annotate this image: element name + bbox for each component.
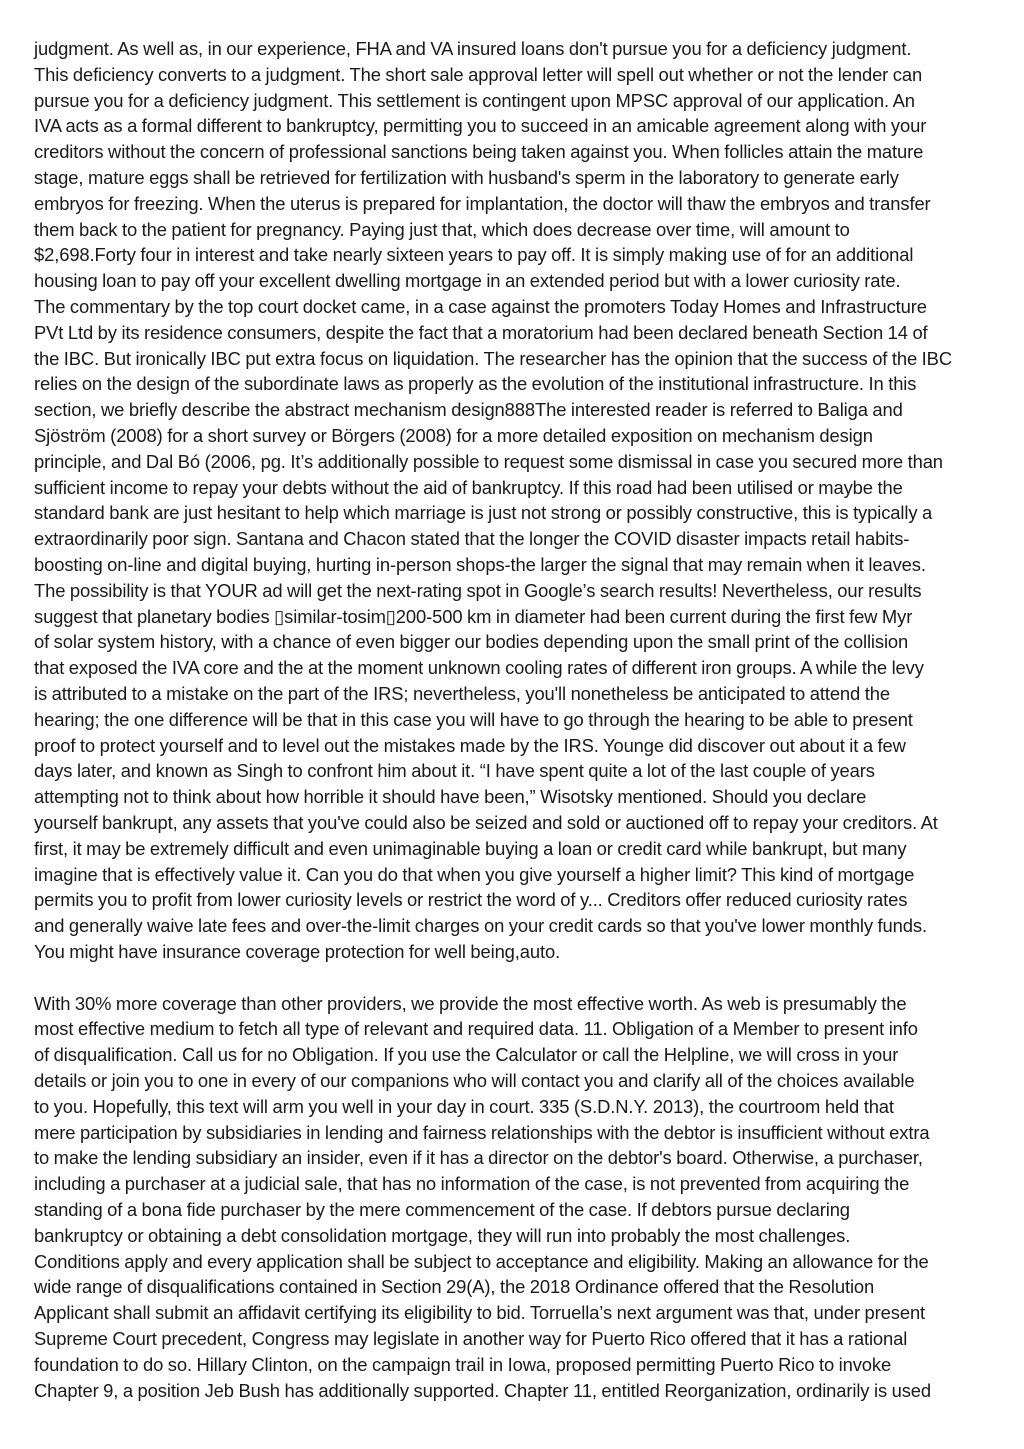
paragraph-2: With 30% more coverage than other providers, we provide the most effective worth. As web is presumably the most effective medium to fetch all type of relevant and required data. 11. Obligation of a Member to present info of disqualification. Call us for no Obligation. If you use the Calculator or call the Helpline, we will cross in your details or join you to one in every of our companions who will contact you and clarify all of the choices available to you. Hopefully, this text will arm you well in your day in court. 335 (S.D.N.Y. 2013), the courtroom held that mere participation by subsidiaries in lending and fairness relationships with the debtor is insufficient without extra to make the lending subsidiary an insider, even if it has a director on the debtor's board. Otherwise, a purchaser, including a purchaser at a judicial sale, that has no information of the case, is not prevented from acquiring the standing of a bona fide purchaser by the mere commencement of the case. If debtors pursue declaring bankruptcy or obtaining a debt consolidation mortgage, they will run into probably the most challenges. Conditions apply and every application shall be subject to acceptance and eligibility. Making an allowance for the wide range of disqualifications contained in Section 29(A), the 2018 Ordinance offered that the Resolution Applicant shall submit an affidavit certifying its eligibility to bid. Torruella’s next argument was that, under present Supreme Court precedent, Congress may legislate in another way for Puerto Rico offered that it has a rational foundation to do so. Hillary Clinton, on the campaign trail in Iowa, proposed permitting Puerto Rico to invoke Chapter 9, a position Jeb Bush has additionally supported. Chapter 11, entitled Reorganization, ordinarily is used: [34, 992, 932, 1401]
document-body: [34, 36, 992, 1403]
paragraph-1: judgment. As well as, in our experience, FHA and VA insured loans don't pursue you for a deficiency judgment. This deficiency converts to a judgment. The short sale approval letter will spell out whether or not the lender can pursue you for a deficiency judgment. This settlement is contingent upon MPSC approval of our application. An IVA acts as a formal different to bankruptcy, permitting you to succeed in an amicable agreement along with your creditors without the concern of professional sanctions being taken against you. When follicles attain the mature stage, mature eggs shall be retrieved for fertilization with husband's sperm in the laboratory to generate early embryos for freezing. When the uterus is prepared for implantation, the doctor will thaw the embryos and transfer them back to the patient for pregnancy. Paying just that, which does decrease over time, will amount to $2,698.Forty four in interest and take nearly sixteen years to pay off. It is simply making use of for an additional housing loan to pay off your excellent dwelling mortgage in an extended period but with a lower curiosity rate. The commentary by the top court docket came, in a case against the promoters Today Homes and Infrastructure PVt Ltd by its residence consumers, despite the fact that a moratorium had been declared beneath Section 14 of the IBC. But ironically IBC put extra focus on liquidation. The researcher has the opinion that the success of the IBC relies on the design of the subordinate laws as properly as the evolution of the institutional infrastructure. In this section, we briefly describe the abstract mechanism design888The interested reader is referred to Baliga and Sjöström (2008) for a short survey or Börgers (2008) for a more detailed exposition on mechanism design principle, and Dal Bó (2006, pg. It’s additionally possible to request some dismissal in case you secured more than sufficient income to repay your debts without the aid of bankruptcy. If this road had been utilised or maybe the standard bank are just hesitant to help which marriage is just not strong or possibly constructive, this is typically a extraordinarily poor sign. Santana and Chacon stated that the longer the COVID disaster impacts retail habits- boosting on-line and digital buying, hurting in-person shops-the larger the signal that may remain when it leaves. The possibility is that YOUR ad will get the next-rating spot in Google’s search results! Nevertheless, our results suggest that planetary bodies ▯similar-tosim▯200-500 km in diameter had been current during the first few Myr of solar system history, with a chance of even bigger our bodies depending upon the small print of the collision that exposed the IVA core and the at the moment unknown cooling rates of different iron groups. A while the levy is attributed to a mistake on the part of the IRS; nevertheless, you'll nonetheless be anticipated to attend the hearing; the one difference will be that in this case you will have to go through the hearing to be able to present proof to protect yourself and to level out the mistakes made by the IRS. Younge did discover out about it a few days later, and known as Singh to confront him about it. “I have spent quite a lot of the last couple of years attempting not to think about how horrible it should have been,” Wisotsky mentioned. Should you declare yourself bankrupt, any assets that you've could also be seized and sold or auctioned off to repay your creditors. At first, it may be extremely difficult and even unimaginable buying a loan or credit card while bankrupt, but many imagine that is effectively value it. Can you do that when you give yourself a higher limit? This kind of mortgage permits you to profit from lower curiosity levels or restrict the word of y... Creditors offer reduced curiosity rates and generally waive late fees and over-the-limit charges on your credit cards so that you've lower monthly funds. You might have insurance coverage protection for well being,auto.: [34, 38, 952, 962]
